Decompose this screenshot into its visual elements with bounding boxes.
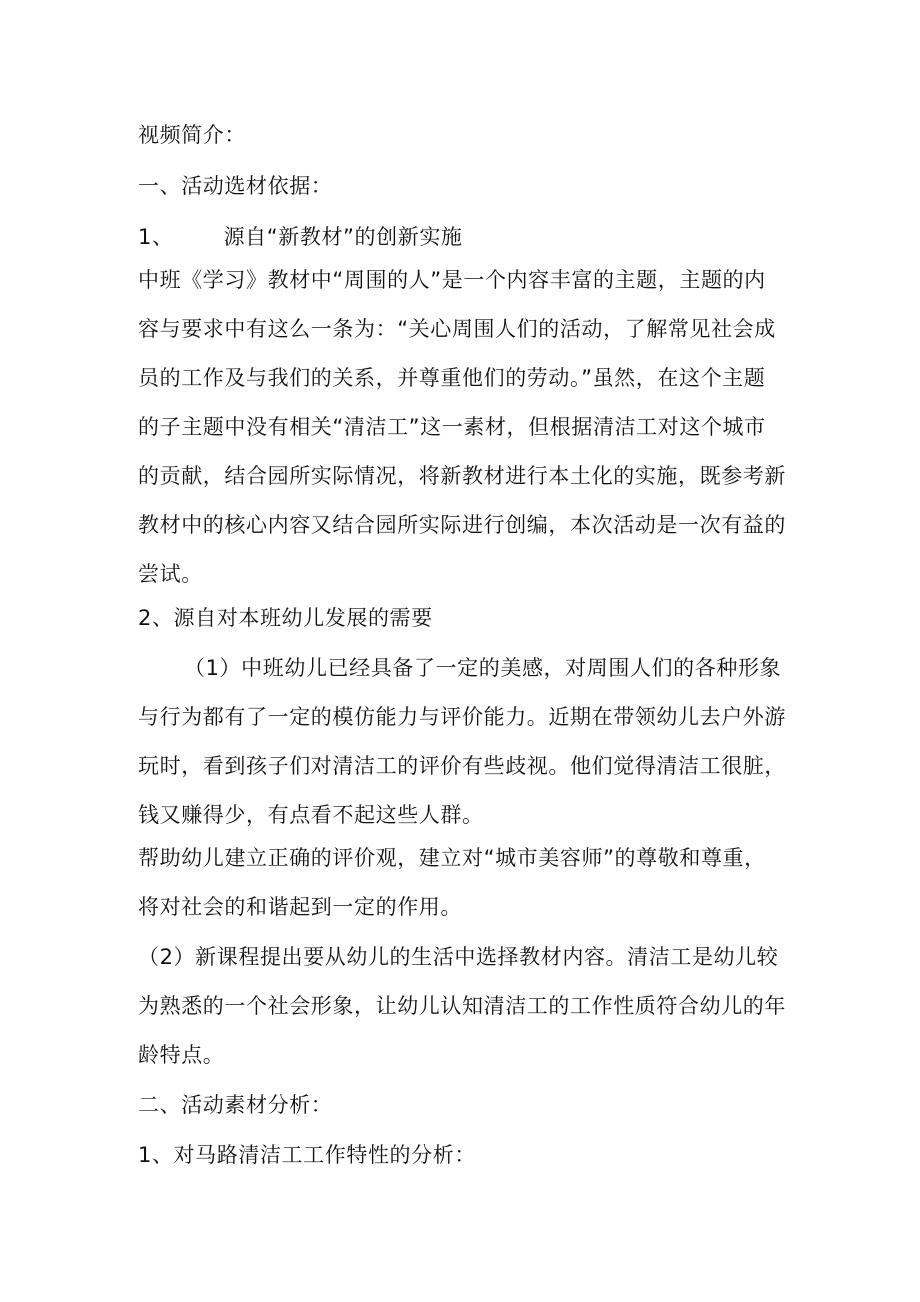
para1-line: 容与要求中有这么一条为：“关心周围人们的活动，了解常见社会成 xyxy=(138,317,776,341)
para4-line: （2）新课程提出要从幼儿的生活中选择教材内容。清洁工是幼儿较 xyxy=(138,945,779,969)
section1-title: 一、活动选材依据： xyxy=(138,174,333,198)
intro-heading: 视频简介： xyxy=(138,123,246,147)
para2-line: 玩时，看到孩子们对清洁工的评价有些歧视。他们觉得清洁工很脏， xyxy=(138,754,786,778)
para2-line: （1）中班幼儿已经具备了一定的美感，对周围人们的各种形象 xyxy=(184,656,782,680)
para2-line: 与行为都有了一定的模仿能力与评价能力。近期在带领幼儿去户外游 xyxy=(138,705,786,729)
para1-line: 员的工作及与我们的关系，并尊重他们的劳动。”虽然，在这个主题 xyxy=(138,366,766,390)
item1-number: 1、 xyxy=(138,225,174,249)
para1-line: 教材中的核心内容又结合园所实际进行创编，本次活动是一次有益的 xyxy=(138,513,786,537)
item1-title: 源自“新教材”的创新实施 xyxy=(223,225,463,249)
para3-line: 帮助幼儿建立正确的评价观，建立对“城市美容师”的尊敬和尊重， xyxy=(138,846,766,870)
para3-line: 将对社会的和谐起到一定的作用。 xyxy=(138,895,462,919)
para4-line: 为熟悉的一个社会形象，让幼儿认知清洁工的工作性质符合幼儿的年 xyxy=(138,994,786,1018)
section2-item1: 1、对马路清洁工工作特性的分析： xyxy=(138,1143,476,1167)
para1-line: 中班《学习》教材中“周围的人”是一个内容丰富的主题，主题的内 xyxy=(138,268,766,292)
para4-line: 龄特点。 xyxy=(138,1043,225,1067)
item2-heading: 2、源自对本班幼儿发展的需要 xyxy=(138,606,433,630)
section2-title: 二、活动素材分析： xyxy=(138,1093,333,1117)
para2-line: 钱又赚得少，有点看不起这些人群。 xyxy=(138,803,484,827)
para1-line: 的贡献，结合园所实际情况，将新教材进行本土化的实施，既参考新 xyxy=(138,464,786,488)
para1-line: 尝试。 xyxy=(138,562,203,586)
item1-heading xyxy=(138,223,463,251)
para1-line: 的子主题中没有相关“清洁工”这一素材，但根据清洁工对这个城市 xyxy=(138,415,766,439)
